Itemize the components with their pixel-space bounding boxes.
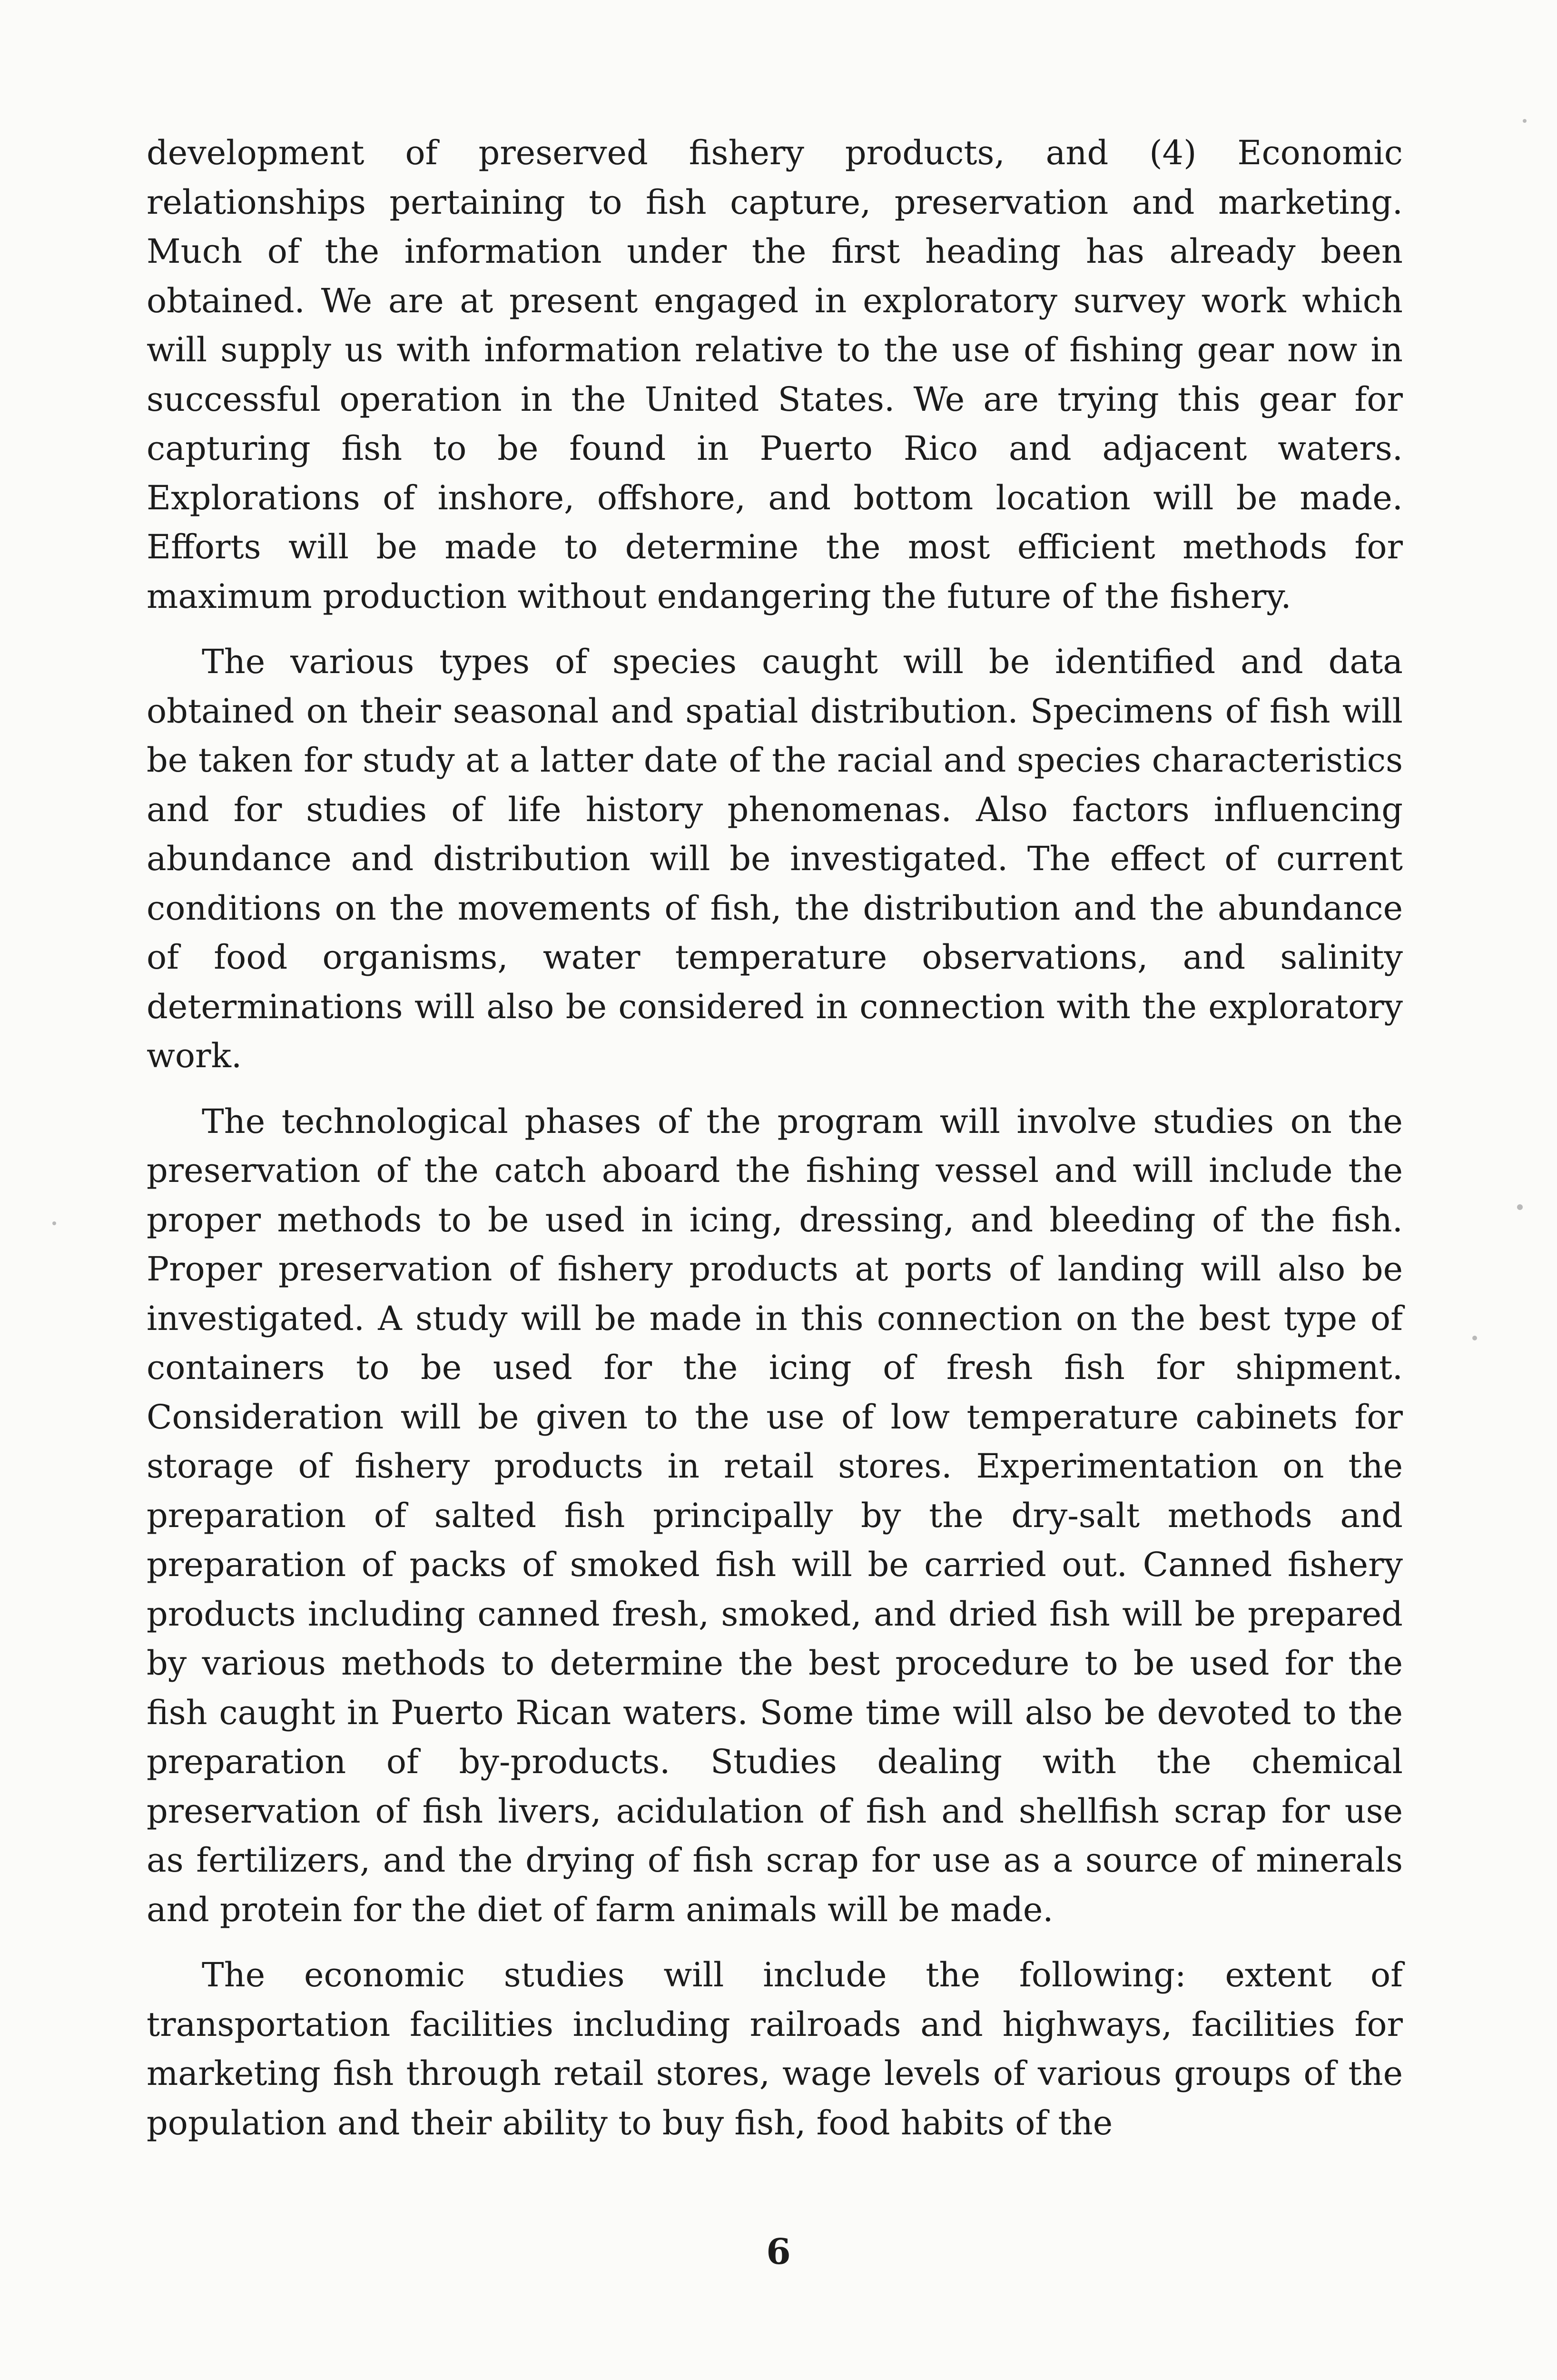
paragraph-economic-studies: The economic studies will include the following: extent of transportation facilities including railroads and highways, facilities for marketing fish through retail stores, wage levels of various groups of the population and their ability to buy fish, food habits of the bbox=[147, 1955, 1403, 2142]
page-number: 6 bbox=[766, 2231, 791, 2272]
paragraph-technological-phases: The technological phases of the program will involve studies on the preservation of the catch aboard the fishing vessel and will include the proper methods to be used in icing, dressing, and bleeding of the fish. Proper preservation of fishery products at ports of landing will also be investigated. A study will be made in this connection on the best type of containers to be used for the icing of fresh fish for shipment. Consideration will be given to the use of low temperature cabinets for storage of fishery products in retail stores. Experimentation on the preparation of salted fish principally by the dry-salt methods and preparation of packs of smoked fish will be carried out. Canned fishery products including canned fresh, smoked, and dried fish will be prepared by various methods to determine the best procedure to be used for the fish caught in Puerto Rican waters. Some time will also be devoted to the preparation of by-products. Studies dealing with the chemical preservation of fish livers, acidulation of fish and shellfish scrap for use as fertilizers, and the drying of fish scrap for use as a source of minerals and protein for the diet of farm animals will be made. bbox=[147, 1101, 1403, 1929]
paragraph-continuation: development of preserved fishery products, and (4) Economic relationships pertaining to fish capture, preservation and marketing. Much of the information under the first heading has already been obtained. We are at present engaged in exploratory survey work which will supply us with information relative to the use of fishing gear now in successful operation in the United States. We are trying this gear for capturing fish to be found in Puerto Rico and adjacent waters. Explorations of inshore, offshore, and bottom location will be made. Efforts will be made to determine the most efficient methods for maximum production without endangering the future of the fishery. bbox=[147, 133, 1403, 616]
scan-speck bbox=[1523, 119, 1527, 123]
scan-speck bbox=[1472, 1336, 1477, 1340]
scan-speck bbox=[1517, 1204, 1523, 1210]
body-text bbox=[147, 129, 1403, 2164]
scan-speck bbox=[52, 1221, 56, 1225]
paragraph-species-distribution: The various types of species caught will be identified and data obtained on their seasonal and spatial distribution. Specimens of fish will be taken for study at a latter date of the racial and species characteristics and for studies of life history phenomenas. Also factors influencing abundance and distribution will be investigated. The effect of current conditions on the movements of fish, the distribution and the abundance of food organisms, water temperature observations, and salinity determinations will also be considered in connection with the exploratory work. bbox=[147, 642, 1403, 1075]
